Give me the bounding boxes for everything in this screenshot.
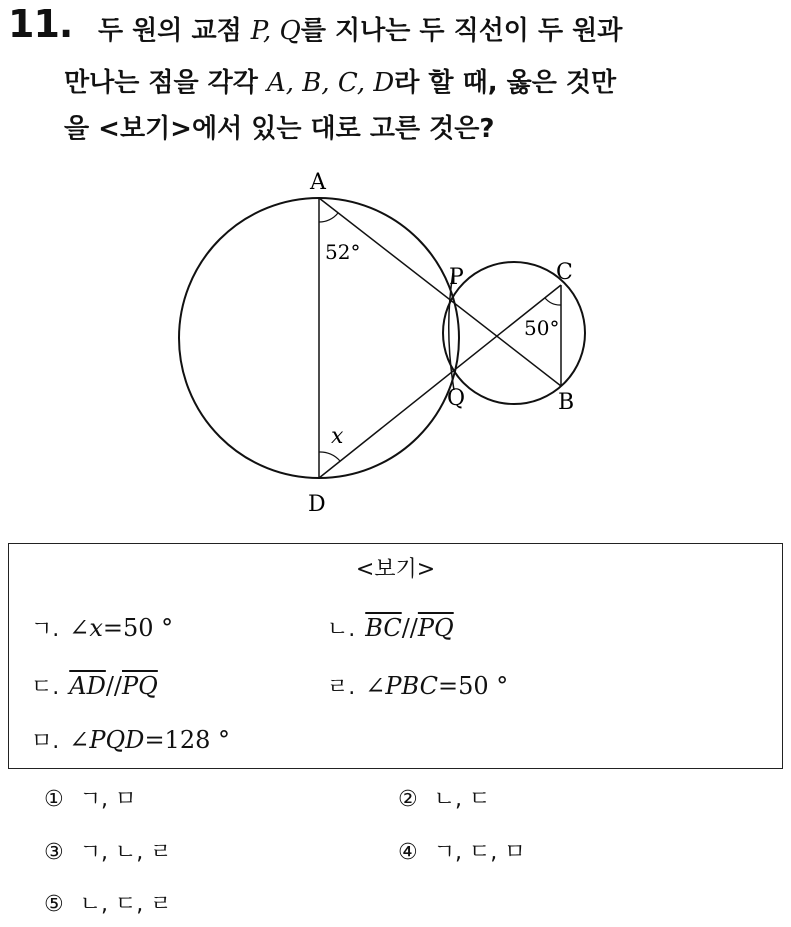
choice-4[interactable] [398, 835, 525, 866]
question-line-3: 을 <보기>에서 있는 대로 고른 것은? [64, 114, 495, 144]
choice-number: ④ [398, 840, 418, 865]
line-dc [319, 285, 561, 478]
angle-symbol: ∠ [365, 672, 386, 700]
points-abcd-ref: A, B, C, D [266, 68, 395, 98]
angle-arc-d [319, 452, 340, 461]
segment-ad: $\overline{AD}$ [69, 672, 106, 700]
choice-3[interactable] [44, 835, 171, 866]
question-line-2-post: 라 할 때, 옳은 것만 [394, 68, 617, 98]
parallel-symbol: // [105, 672, 122, 700]
choice-number: ⑤ [44, 892, 64, 917]
choice-text: ㄱ, ㄷ, ㅁ [433, 840, 526, 865]
angle-arc-a [319, 213, 338, 222]
segment-bc: $\overline{BC}$ [365, 614, 402, 642]
point-separator: , [262, 16, 280, 46]
angle-symbol: ∠ [69, 614, 90, 642]
question-line-2-pre: 만나는 점을 각각 [64, 68, 267, 98]
bogi-title: <보기> [355, 557, 436, 582]
line-ab [319, 198, 561, 386]
angle-variable: PQD [89, 726, 145, 754]
bogi-item-mieum [31, 724, 230, 755]
choice-number: ③ [44, 840, 64, 865]
label-p: P [449, 265, 464, 290]
label-b: B [558, 390, 575, 415]
bogi-item-giyeok [31, 612, 173, 643]
segment-pq: $\overline{PQ}$ [122, 672, 158, 700]
angle-value: =50 ° [102, 614, 174, 642]
bogi-item-label: ㄷ. [31, 675, 60, 700]
label-a: A [310, 170, 326, 195]
label-q: Q [447, 386, 466, 411]
choice-text: ㄱ, ㅁ [79, 787, 137, 812]
angle-label-a: 52° [325, 240, 361, 264]
bogi-item-nieun [327, 612, 454, 643]
choice-1[interactable] [44, 782, 136, 813]
angle-variable: PBC [385, 672, 438, 700]
angle-label-d: x [331, 424, 344, 449]
angle-arc-c [545, 298, 561, 305]
question-number: 11. [8, 2, 73, 46]
two-circles-figure [160, 165, 600, 525]
question-line-1-post: 를 지나는 두 직선이 두 원과 [300, 16, 623, 46]
label-d: D [308, 492, 326, 517]
question-line-1-pre: 두 원의 교점 [98, 16, 251, 46]
angle-variable: x [89, 614, 103, 642]
choice-2[interactable] [398, 782, 490, 813]
question-line-2 [64, 62, 616, 99]
segment-pq: $\overline{PQ}$ [417, 614, 454, 642]
parallel-symbol: // [401, 614, 418, 642]
angle-symbol: ∠ [69, 726, 90, 754]
choice-number: ① [44, 787, 64, 812]
choice-text: ㄱ, ㄴ, ㄹ [79, 840, 172, 865]
bogi-item-digeut [31, 670, 158, 701]
bogi-item-label: ㄱ. [31, 617, 60, 642]
bogi-item-label: ㅁ. [31, 729, 60, 754]
bogi-item-rieul [327, 670, 508, 701]
point-p-ref: P [250, 16, 263, 46]
bogi-box [8, 543, 783, 769]
label-c: C [556, 260, 573, 285]
choice-text: ㄴ, ㄷ, ㄹ [79, 892, 172, 917]
choice-number: ② [398, 787, 418, 812]
choice-text: ㄴ, ㄷ [433, 787, 491, 812]
bogi-item-label: ㄴ. [327, 617, 356, 642]
choice-5[interactable] [44, 887, 171, 918]
bogi-item-label: ㄹ. [327, 675, 356, 700]
angle-value: =50 ° [437, 672, 509, 700]
point-q-ref: Q [279, 16, 301, 46]
angle-value: =128 ° [144, 726, 230, 754]
question-line-1 [98, 10, 622, 47]
angle-label-c: 50° [524, 316, 560, 340]
